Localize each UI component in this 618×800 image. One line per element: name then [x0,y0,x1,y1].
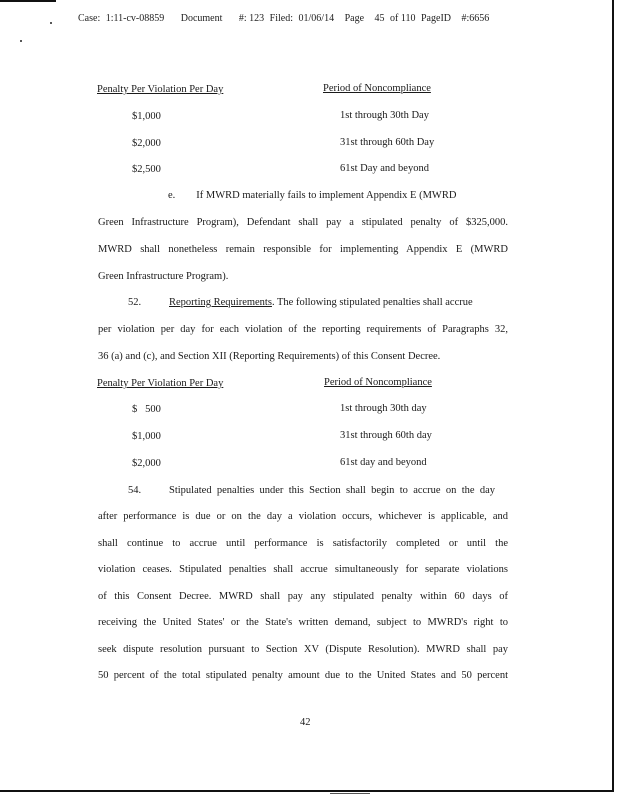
case-label: Case: [78,13,101,24]
para-52-number: 52. [128,297,142,308]
table2-amount: $1,000 [132,431,161,442]
para-52-first-line [169,297,473,308]
para-e-line: Green Infrastructure Program). [98,271,229,282]
table1-col1-header: Penalty Per Violation Per Day [97,84,224,95]
table1-period: 1st through 30th Day [340,110,429,121]
para-54-number: 54. [128,485,142,496]
table2-col2-header: Period of Noncompliance [324,377,432,388]
page-number-footer: 42 [300,717,311,728]
filed-date: 01/06/14 [298,13,335,24]
para-54-line: seek dispute resolution pursuant to Section XV (Dispute Resolution). MWRD shall pay [98,644,508,655]
para-52-heading: Reporting Requirements [169,297,272,308]
table1-col2-header: Period of Noncompliance [323,83,431,94]
pageid-number: #:6656 [461,13,490,24]
scan-speck [20,40,22,42]
table2-amount: $ 500 [132,404,161,415]
para-e-line: Green Infrastructure Program), Defendant shall pay a stipulated penalty of $325,000. [98,217,508,228]
para-e-line: MWRD shall nonetheless remain responsible for implementing Appendix E (MWRD [98,244,508,255]
para-52-line: . The following stipulated penalties shall accrue [271,297,473,308]
table2-period: 31st through 60th day [340,430,432,441]
para-54-line: after performance is due or on the day a violation occurs, whichever is applicable, and [98,511,508,522]
scan-speck [50,22,52,24]
para-54-line: violation ceases. Stipulated penalties shall accrue simultaneously for separate violations [98,564,508,575]
para-52-line: 36 (a) and (c), and Section XII (Reporting Requirements) of this Consent Decree. [98,351,441,362]
para-54-line: 50 percent of the total stipulated penalty amount due to the United States and 50 percent [98,670,508,681]
para-54-line: Stipulated penalties under this Section shall begin to accrue on the day [169,485,495,496]
para-54-line: receiving the United States' or the State's written demand, subject to MWRD's right to [98,617,508,628]
page-edge-right [612,0,614,790]
document-label: Document [180,13,223,24]
table2-amount: $2,000 [132,458,161,469]
table1-amount: $2,000 [132,138,161,149]
document-number: #: 123 [238,13,265,24]
top-edge-rule [0,0,56,2]
bottom-scan-mark [330,793,370,794]
ecf-header [78,13,492,24]
page-edge-bottom [0,790,614,792]
table1-amount: $2,500 [132,164,161,175]
table1-amount: $1,000 [132,111,161,122]
case-number: 1:11-cv-08859 [105,13,165,24]
para-54-line: shall continue to accrue until performance is satisfactorily completed or until the [98,538,508,549]
page-label: Page [344,13,365,24]
para-54-line: of this Consent Decree. MWRD shall pay any stipulated penalty within 60 days of [98,591,508,602]
table2-period: 1st through 30th day [340,403,427,414]
of-total-pages: of 110 [390,13,416,24]
pageid-label: PageID [421,13,451,24]
filed-label: Filed: [269,13,294,24]
table2-col1-header: Penalty Per Violation Per Day [97,378,224,389]
page-number-header: 45 [374,13,385,24]
para-52-line: per violation per day for each violation of the reporting requirements of Paragraphs 32, [98,324,508,335]
para-e-line: e. If MWRD materially fails to implement Appendix E (MWRD [168,190,457,201]
table2-period: 61st day and beyond [340,457,427,468]
table1-period: 31st through 60th Day [340,137,435,148]
table1-period: 61st Day and beyond [340,163,429,174]
